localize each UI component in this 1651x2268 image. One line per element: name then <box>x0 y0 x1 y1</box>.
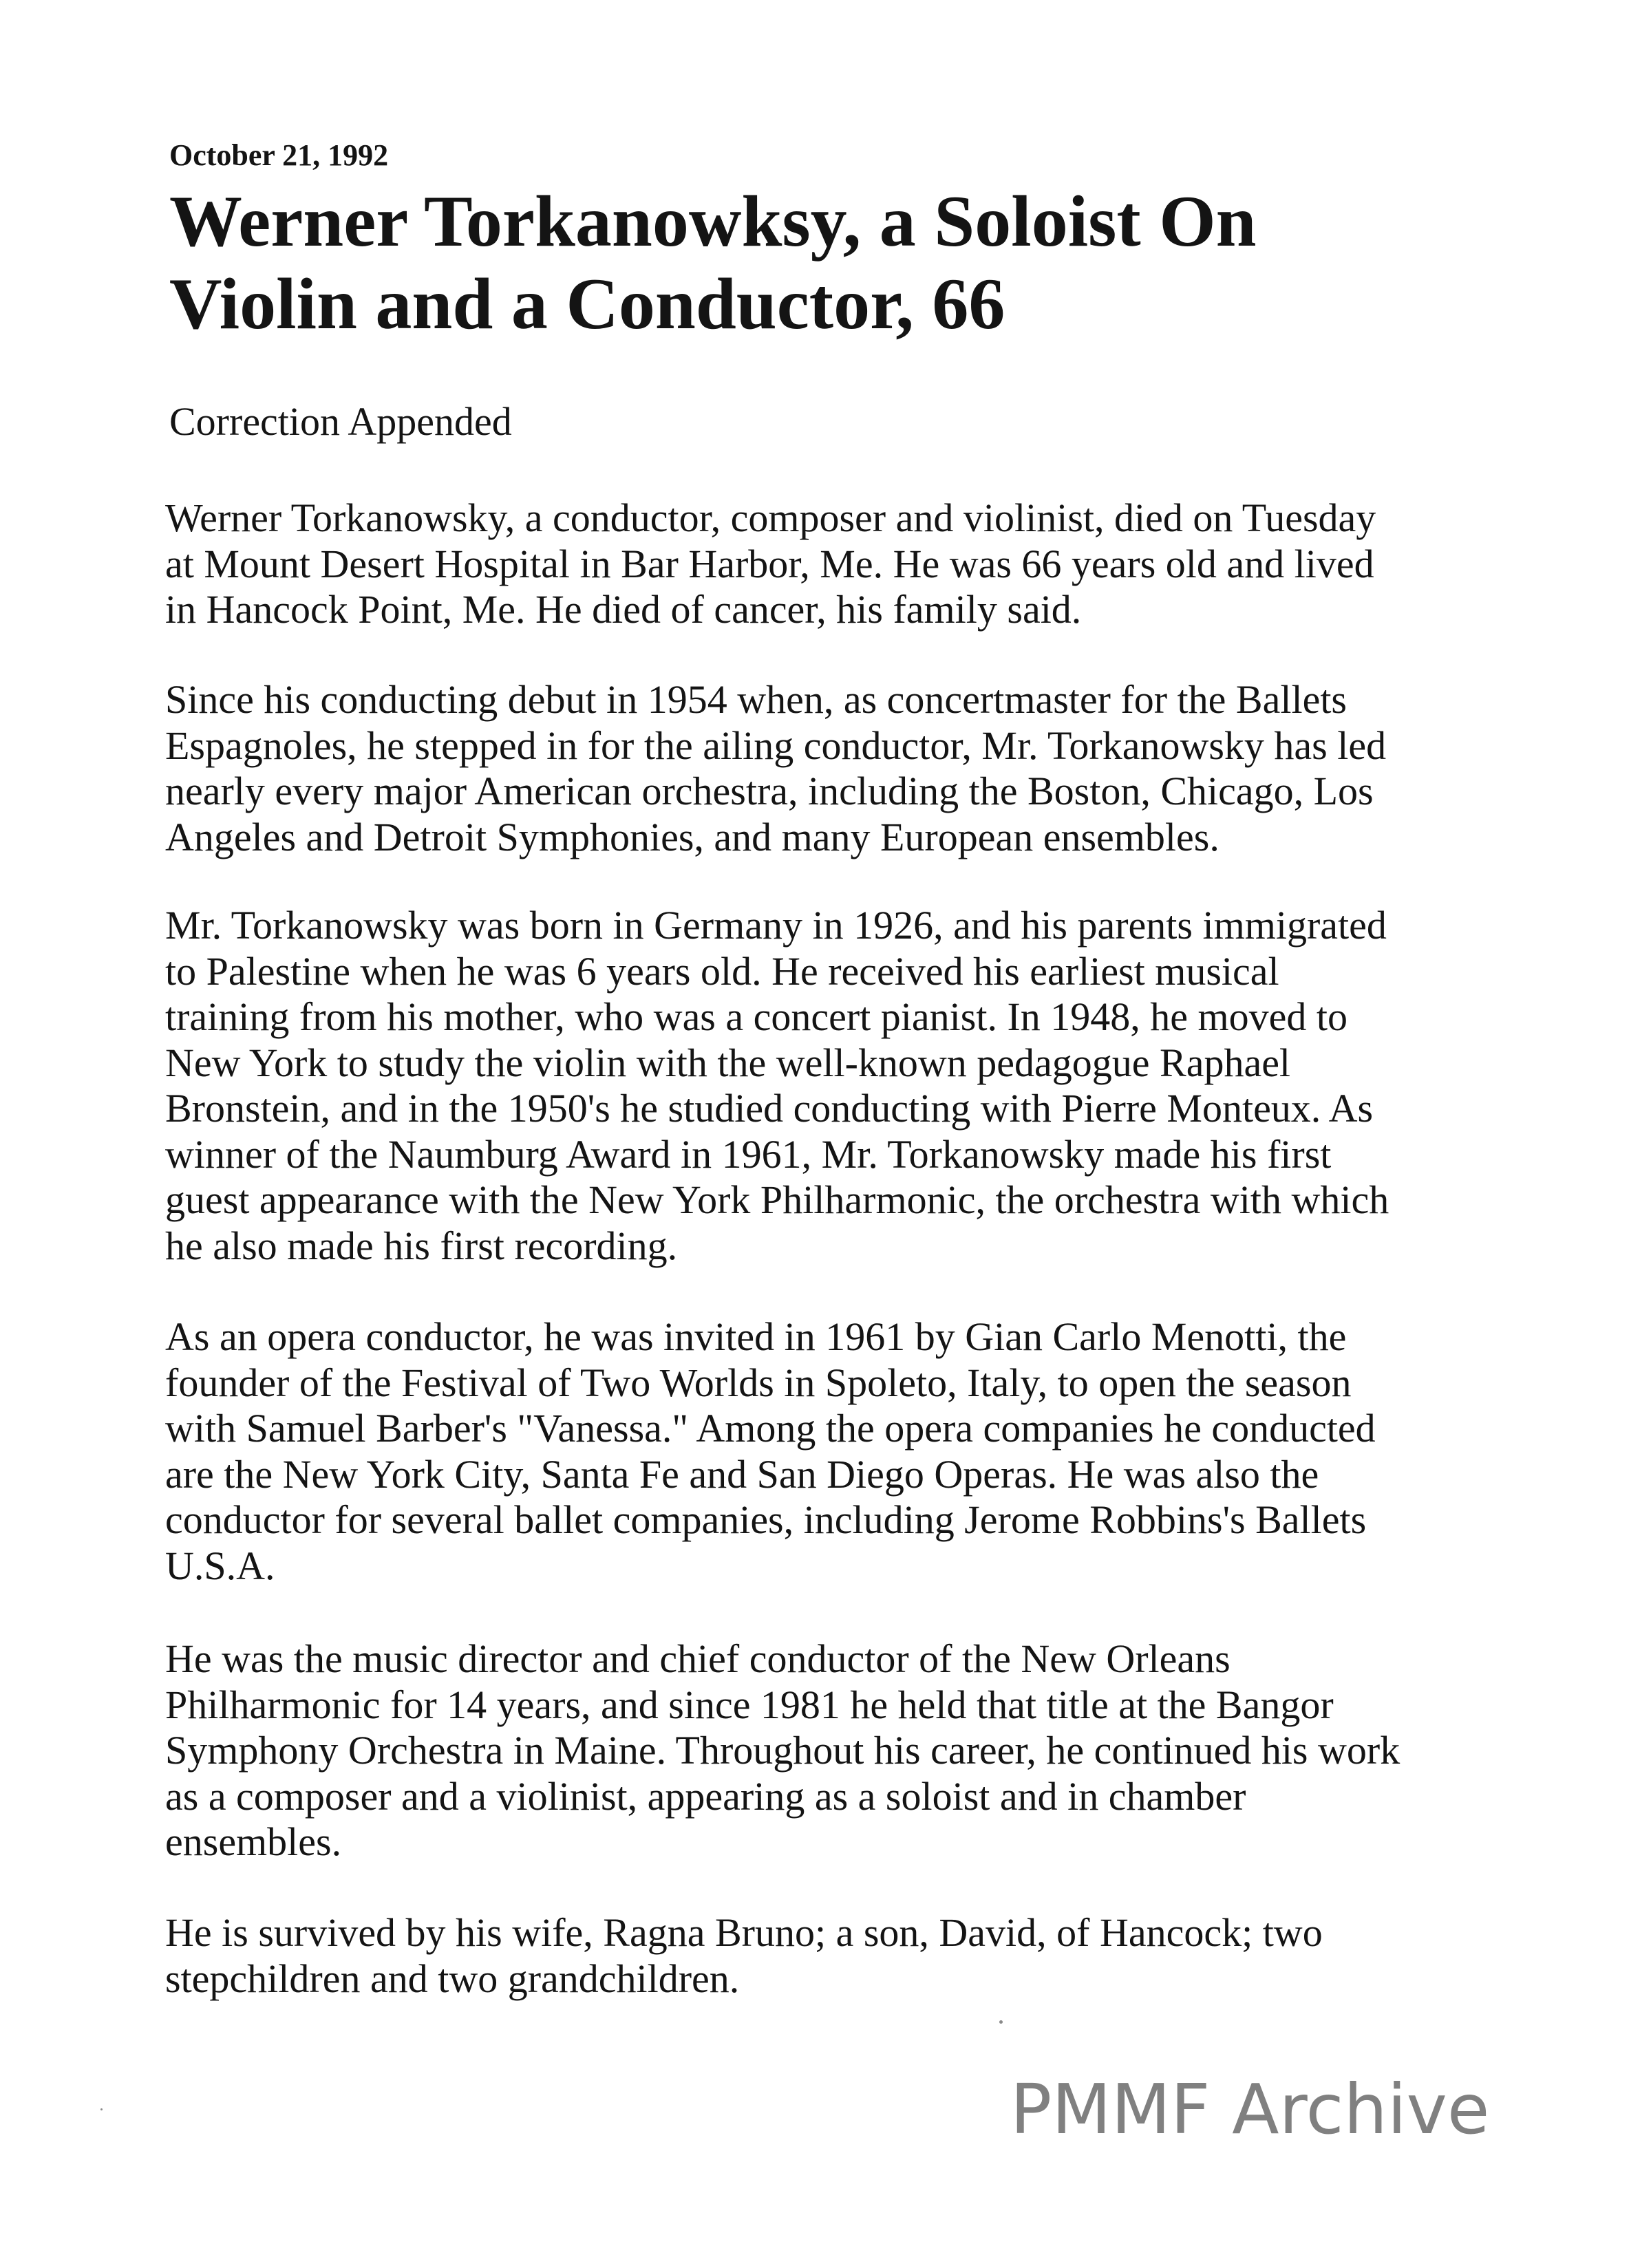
scan-speck <box>999 2020 1003 2024</box>
text-line: guest appearance with the New York Philharmonic, the orchestra with which <box>165 1177 1389 1222</box>
headline-line: Violin and a Conductor, 66 <box>169 264 1005 344</box>
text-line: New York to study the violin with the well-known pedagogue Raphael <box>165 1040 1291 1085</box>
text-line: conductor for several ballet companies, including Jerome Robbins's Ballets <box>165 1497 1367 1542</box>
paragraph-early-life <box>165 903 1389 1269</box>
text-line: Bronstein, and in the 1950's he studied conducting with Pierre Monteux. As <box>165 1086 1374 1131</box>
text-line: as a composer and a violinist, appearing as a soloist and in chamber <box>165 1773 1246 1819</box>
text-line: to Palestine when he was 6 years old. He received his earliest musical <box>165 948 1279 994</box>
text-line: founder of the Festival of Two Worlds in Spoleto, Italy, to open the season <box>165 1360 1352 1405</box>
text-line: training from his mother, who was a concert pianist. In 1948, he moved to <box>165 994 1348 1039</box>
text-line: Espagnoles, he stepped in for the ailing conductor, Mr. Torkanowsky has led <box>165 723 1387 768</box>
paragraph-survivors <box>165 1910 1323 2002</box>
text-line: He is survived by his wife, Ragna Bruno; a son, David, of Hancock; two <box>165 1910 1323 1955</box>
text-line: Werner Torkanowsky, a conductor, composer and violinist, died on Tuesday <box>165 495 1376 540</box>
text-line: Symphony Orchestra in Maine. Throughout his career, he continued his work <box>165 1728 1400 1773</box>
text-line: with Samuel Barber's "Vanessa." Among the opera companies he conducted <box>165 1406 1376 1451</box>
text-line: stepchildren and two grandchildren. <box>165 1956 740 2001</box>
text-line: winner of the Naumburg Award in 1961, Mr. Torkanowsky made his first <box>165 1131 1332 1177</box>
text-line: U.S.A. <box>165 1543 275 1588</box>
text-line: in Hancock Point, Me. He died of cancer, his family said. <box>165 587 1082 632</box>
headline-line: Werner Torkanowksy, a Soloist On <box>169 181 1257 261</box>
archive-watermark: PMMF Archive <box>1010 2069 1490 2150</box>
article-headline <box>169 180 1257 345</box>
paragraph-death-notice <box>165 495 1376 633</box>
text-line: are the New York City, Santa Fe and San Diego Operas. He was also the <box>165 1451 1319 1497</box>
text-line: at Mount Desert Hospital in Bar Harbor, Me. He was 66 years old and lived <box>165 541 1374 586</box>
text-line: As an opera conductor, he was invited in 1961 by Gian Carlo Menotti, the <box>165 1314 1347 1359</box>
text-line: Mr. Torkanowsky was born in Germany in 1926, and his parents immigrated <box>165 903 1387 948</box>
text-line: nearly every major American orchestra, including the Boston, Chicago, Los <box>165 769 1374 813</box>
paragraph-conducting-debut <box>165 677 1386 860</box>
correction-note: Correction Appended <box>169 399 512 444</box>
text-line: ensembles. <box>165 1819 342 1864</box>
text-line: Angeles and Detroit Symphonies, and many European ensembles. <box>165 814 1219 859</box>
text-line: he also made his first recording. <box>165 1223 678 1268</box>
text-line: Philharmonic for 14 years, and since 1981 he held that title at the Bangor <box>165 1682 1334 1727</box>
scan-speck <box>100 2108 103 2110</box>
text-line: Since his conducting debut in 1954 when, as concertmaster for the Ballets <box>165 677 1348 722</box>
paragraph-music-director <box>165 1636 1400 1865</box>
article-date: October 21, 1992 <box>169 138 389 172</box>
text-line: He was the music director and chief conductor of the New Orleans <box>165 1636 1231 1681</box>
paragraph-opera-career <box>165 1314 1376 1589</box>
